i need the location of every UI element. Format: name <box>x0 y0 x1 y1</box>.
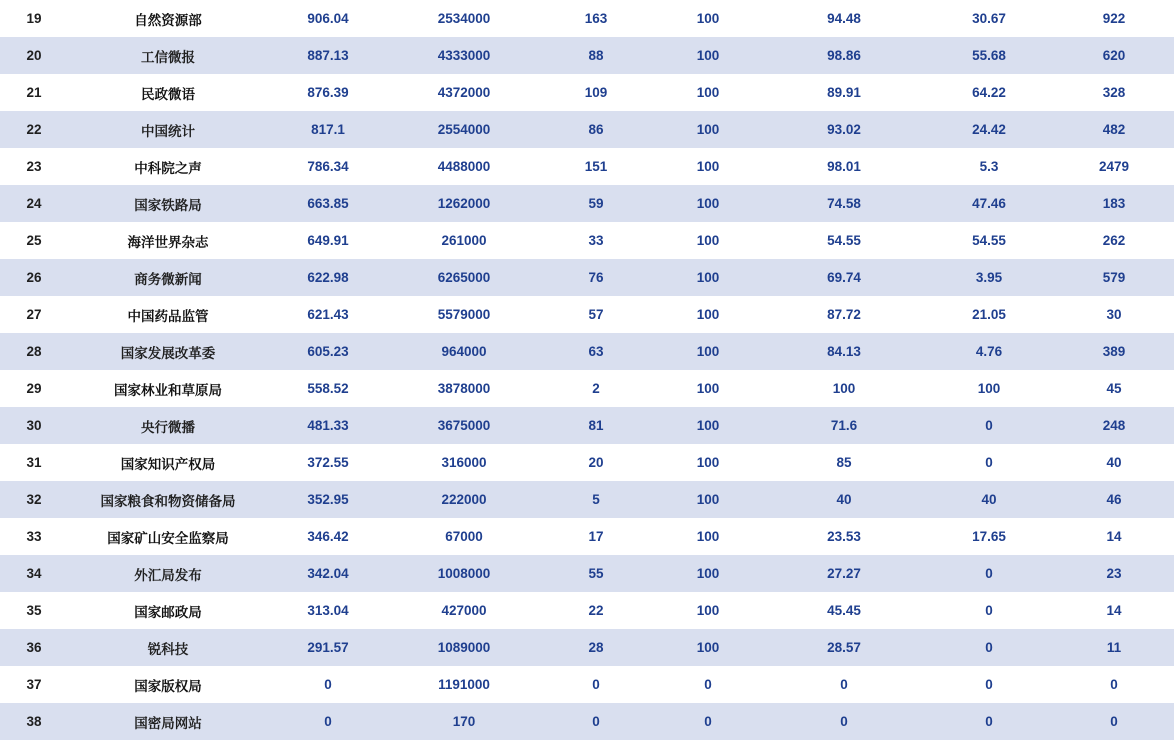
cell-account-name: 中国统计 <box>68 111 268 148</box>
cell-account-name: 民政微语 <box>68 74 268 111</box>
cell-rank: 21 <box>0 74 68 111</box>
table-row[interactable] <box>0 407 1174 444</box>
cell-rate2: 55.68 <box>924 37 1054 74</box>
cell-rank: 30 <box>0 407 68 444</box>
table-row[interactable] <box>0 296 1174 333</box>
table-bottom-spacer <box>0 740 1083 752</box>
cell-articles: 20 <box>540 444 652 481</box>
cell-articles: 2 <box>540 370 652 407</box>
cell-articles: 28 <box>540 629 652 666</box>
cell-likes: 0 <box>1054 666 1174 703</box>
cell-account-name: 国家版权局 <box>68 666 268 703</box>
cell-likes: 328 <box>1054 74 1174 111</box>
cell-index: 649.91 <box>268 222 388 259</box>
cell-rate2: 0 <box>924 592 1054 629</box>
cell-reads: 1008000 <box>388 555 540 592</box>
cell-rate2: 21.05 <box>924 296 1054 333</box>
cell-rank: 20 <box>0 37 68 74</box>
cell-account-name: 中科院之声 <box>68 148 268 185</box>
cell-rate2: 0 <box>924 407 1054 444</box>
cell-rate1: 74.58 <box>764 185 924 222</box>
cell-original: 100 <box>652 333 764 370</box>
table-row[interactable] <box>0 74 1174 111</box>
cell-likes: 11 <box>1054 629 1174 666</box>
cell-rank: 38 <box>0 703 68 740</box>
cell-reads: 427000 <box>388 592 540 629</box>
cell-account-name: 国家粮食和物资储备局 <box>68 481 268 518</box>
cell-index: 352.95 <box>268 481 388 518</box>
cell-rate1: 85 <box>764 444 924 481</box>
cell-rate2: 0 <box>924 555 1054 592</box>
cell-account-name: 央行微播 <box>68 407 268 444</box>
cell-articles: 33 <box>540 222 652 259</box>
cell-likes: 620 <box>1054 37 1174 74</box>
cell-reads: 2554000 <box>388 111 540 148</box>
cell-likes: 23 <box>1054 555 1174 592</box>
cell-original: 100 <box>652 222 764 259</box>
cell-account-name: 国家铁路局 <box>68 185 268 222</box>
cell-likes: 30 <box>1054 296 1174 333</box>
cell-rank: 23 <box>0 148 68 185</box>
cell-reads: 4333000 <box>388 37 540 74</box>
table-row[interactable] <box>0 333 1174 370</box>
cell-likes: 0 <box>1054 703 1174 740</box>
cell-rate2: 0 <box>924 703 1054 740</box>
table-row[interactable] <box>0 629 1174 666</box>
cell-rate2: 24.42 <box>924 111 1054 148</box>
table-row[interactable] <box>0 222 1174 259</box>
cell-articles: 57 <box>540 296 652 333</box>
cell-articles: 0 <box>540 703 652 740</box>
cell-reads: 3878000 <box>388 370 540 407</box>
cell-articles: 55 <box>540 555 652 592</box>
cell-index: 786.34 <box>268 148 388 185</box>
cell-index: 663.85 <box>268 185 388 222</box>
cell-rank: 22 <box>0 111 68 148</box>
cell-rank: 28 <box>0 333 68 370</box>
cell-articles: 5 <box>540 481 652 518</box>
cell-original: 100 <box>652 407 764 444</box>
cell-rate2: 0 <box>924 666 1054 703</box>
cell-original: 100 <box>652 370 764 407</box>
cell-original: 100 <box>652 259 764 296</box>
cell-rate1: 0 <box>764 703 924 740</box>
cell-rank: 37 <box>0 666 68 703</box>
cell-reads: 964000 <box>388 333 540 370</box>
cell-likes: 14 <box>1054 518 1174 555</box>
cell-rate1: 27.27 <box>764 555 924 592</box>
table-row[interactable] <box>0 666 1174 703</box>
cell-likes: 262 <box>1054 222 1174 259</box>
cell-likes: 922 <box>1054 0 1174 37</box>
cell-rank: 32 <box>0 481 68 518</box>
cell-account-name: 锐科技 <box>68 629 268 666</box>
cell-rate2: 0 <box>924 444 1054 481</box>
cell-rate2: 5.3 <box>924 148 1054 185</box>
cell-likes: 45 <box>1054 370 1174 407</box>
cell-reads: 4372000 <box>388 74 540 111</box>
cell-rate1: 54.55 <box>764 222 924 259</box>
cell-index: 876.39 <box>268 74 388 111</box>
cell-articles: 151 <box>540 148 652 185</box>
cell-likes: 40 <box>1054 444 1174 481</box>
cell-rate2: 54.55 <box>924 222 1054 259</box>
cell-original: 100 <box>652 296 764 333</box>
cell-likes: 248 <box>1054 407 1174 444</box>
cell-index: 906.04 <box>268 0 388 37</box>
cell-index: 0 <box>268 666 388 703</box>
cell-articles: 81 <box>540 407 652 444</box>
cell-rate1: 40 <box>764 481 924 518</box>
cell-original: 100 <box>652 481 764 518</box>
cell-articles: 17 <box>540 518 652 555</box>
table-row[interactable] <box>0 555 1174 592</box>
cell-account-name: 国家发展改革委 <box>68 333 268 370</box>
table-row[interactable] <box>0 592 1174 629</box>
cell-rate1: 94.48 <box>764 0 924 37</box>
table-row[interactable] <box>0 259 1174 296</box>
cell-reads: 5579000 <box>388 296 540 333</box>
cell-index: 621.43 <box>268 296 388 333</box>
cell-likes: 389 <box>1054 333 1174 370</box>
cell-original: 100 <box>652 37 764 74</box>
table-row[interactable] <box>0 444 1174 481</box>
cell-reads: 316000 <box>388 444 540 481</box>
cell-rate1: 93.02 <box>764 111 924 148</box>
cell-index: 291.57 <box>268 629 388 666</box>
cell-original: 0 <box>652 703 764 740</box>
cell-original: 100 <box>652 185 764 222</box>
cell-rank: 35 <box>0 592 68 629</box>
cell-articles: 59 <box>540 185 652 222</box>
cell-index: 558.52 <box>268 370 388 407</box>
cell-rate1: 71.6 <box>764 407 924 444</box>
cell-index: 817.1 <box>268 111 388 148</box>
cell-reads: 2534000 <box>388 0 540 37</box>
cell-index: 605.23 <box>268 333 388 370</box>
cell-original: 100 <box>652 592 764 629</box>
table-row[interactable] <box>0 370 1174 407</box>
cell-articles: 76 <box>540 259 652 296</box>
cell-reads: 6265000 <box>388 259 540 296</box>
cell-account-name: 国家林业和草原局 <box>68 370 268 407</box>
cell-rank: 33 <box>0 518 68 555</box>
cell-rate1: 0 <box>764 666 924 703</box>
cell-articles: 22 <box>540 592 652 629</box>
cell-rate1: 100 <box>764 370 924 407</box>
cell-rate2: 100 <box>924 370 1054 407</box>
cell-articles: 109 <box>540 74 652 111</box>
table-row[interactable] <box>0 518 1174 555</box>
cell-account-name: 中国药品监管 <box>68 296 268 333</box>
cell-rank: 24 <box>0 185 68 222</box>
cell-reads: 4488000 <box>388 148 540 185</box>
cell-rate1: 45.45 <box>764 592 924 629</box>
cell-articles: 163 <box>540 0 652 37</box>
cell-likes: 2479 <box>1054 148 1174 185</box>
cell-reads: 222000 <box>388 481 540 518</box>
cell-original: 100 <box>652 111 764 148</box>
table-row[interactable] <box>0 481 1174 518</box>
table-row[interactable] <box>0 148 1174 185</box>
cell-articles: 0 <box>540 666 652 703</box>
cell-original: 0 <box>652 666 764 703</box>
cell-rate1: 23.53 <box>764 518 924 555</box>
cell-rank: 19 <box>0 0 68 37</box>
cell-original: 100 <box>652 148 764 185</box>
cell-rate2: 17.65 <box>924 518 1054 555</box>
cell-index: 313.04 <box>268 592 388 629</box>
cell-account-name: 外汇局发布 <box>68 555 268 592</box>
cell-rate1: 28.57 <box>764 629 924 666</box>
cell-index: 887.13 <box>268 37 388 74</box>
cell-likes: 183 <box>1054 185 1174 222</box>
table-row[interactable] <box>0 703 1174 740</box>
cell-rate2: 0 <box>924 629 1054 666</box>
cell-account-name: 工信微报 <box>68 37 268 74</box>
table-row[interactable] <box>0 37 1174 74</box>
cell-likes: 579 <box>1054 259 1174 296</box>
cell-account-name: 国家知识产权局 <box>68 444 268 481</box>
cell-account-name: 商务微新闻 <box>68 259 268 296</box>
cell-likes: 46 <box>1054 481 1174 518</box>
cell-original: 100 <box>652 0 764 37</box>
cell-rate1: 69.74 <box>764 259 924 296</box>
cell-original: 100 <box>652 518 764 555</box>
cell-rate1: 87.72 <box>764 296 924 333</box>
cell-reads: 67000 <box>388 518 540 555</box>
cell-rate2: 30.67 <box>924 0 1054 37</box>
cell-reads: 1089000 <box>388 629 540 666</box>
table-row[interactable] <box>0 0 1174 37</box>
cell-rate1: 98.86 <box>764 37 924 74</box>
cell-rank: 34 <box>0 555 68 592</box>
cell-rate2: 4.76 <box>924 333 1054 370</box>
cell-index: 372.55 <box>268 444 388 481</box>
cell-account-name: 自然资源部 <box>68 0 268 37</box>
cell-account-name: 海洋世界杂志 <box>68 222 268 259</box>
cell-reads: 3675000 <box>388 407 540 444</box>
table-row[interactable] <box>0 111 1174 148</box>
cell-rank: 27 <box>0 296 68 333</box>
cell-reads: 1262000 <box>388 185 540 222</box>
cell-rank: 25 <box>0 222 68 259</box>
cell-reads: 170 <box>388 703 540 740</box>
cell-rank: 31 <box>0 444 68 481</box>
cell-articles: 88 <box>540 37 652 74</box>
cell-likes: 482 <box>1054 111 1174 148</box>
cell-index: 481.33 <box>268 407 388 444</box>
cell-rate1: 84.13 <box>764 333 924 370</box>
cell-original: 100 <box>652 74 764 111</box>
cell-account-name: 国密局网站 <box>68 703 268 740</box>
cell-rank: 26 <box>0 259 68 296</box>
cell-rate2: 47.46 <box>924 185 1054 222</box>
cell-rate2: 3.95 <box>924 259 1054 296</box>
cell-original: 100 <box>652 629 764 666</box>
cell-likes: 14 <box>1054 592 1174 629</box>
cell-index: 622.98 <box>268 259 388 296</box>
cell-articles: 63 <box>540 333 652 370</box>
cell-original: 100 <box>652 555 764 592</box>
cell-rank: 36 <box>0 629 68 666</box>
cell-articles: 86 <box>540 111 652 148</box>
cell-index: 346.42 <box>268 518 388 555</box>
cell-account-name: 国家矿山安全监察局 <box>68 518 268 555</box>
cell-original: 100 <box>652 444 764 481</box>
cell-rate1: 89.91 <box>764 74 924 111</box>
cell-reads: 1191000 <box>388 666 540 703</box>
table-row[interactable] <box>0 185 1174 222</box>
cell-index: 342.04 <box>268 555 388 592</box>
cell-account-name: 国家邮政局 <box>68 592 268 629</box>
cell-rate1: 98.01 <box>764 148 924 185</box>
cell-rate2: 40 <box>924 481 1054 518</box>
cell-reads: 261000 <box>388 222 540 259</box>
cell-index: 0 <box>268 703 388 740</box>
cell-rate2: 64.22 <box>924 74 1054 111</box>
cell-rank: 29 <box>0 370 68 407</box>
